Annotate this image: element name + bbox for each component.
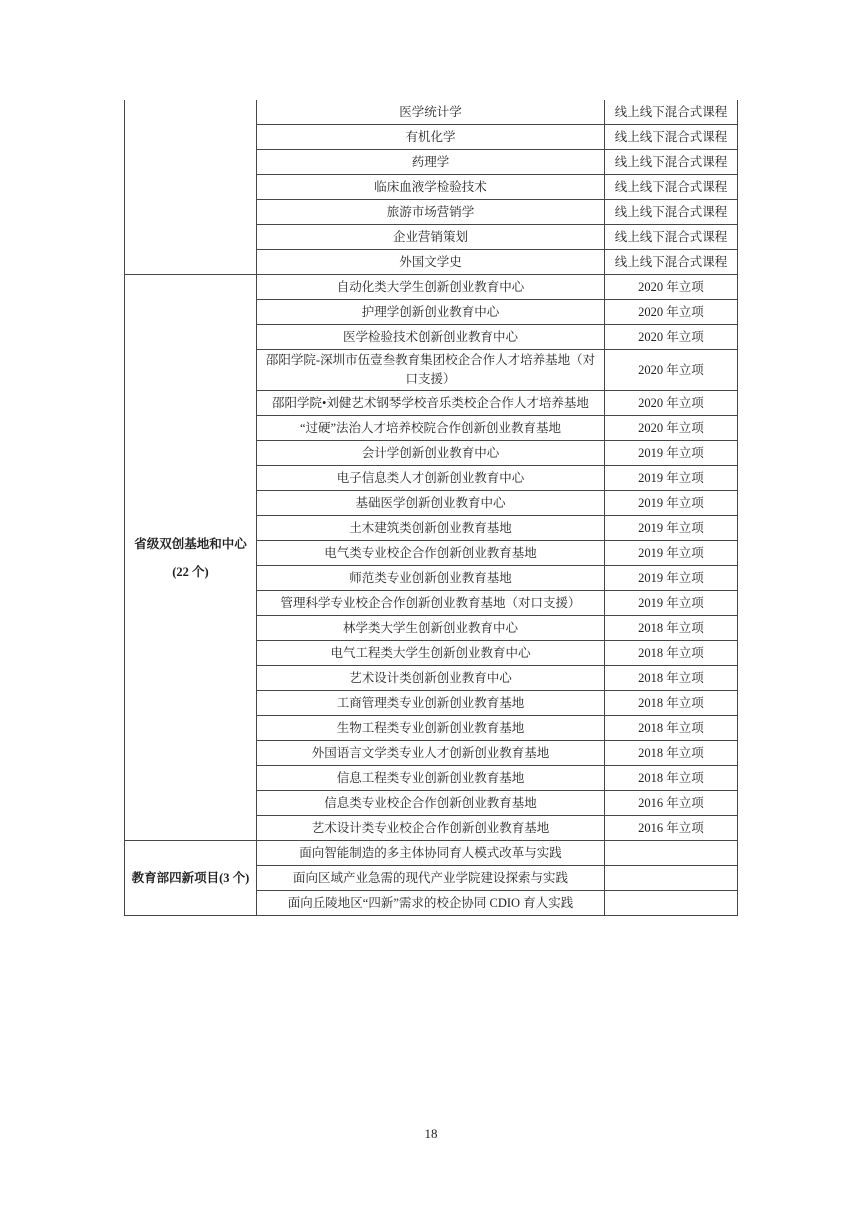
item-value-cell: 2019 年立项 (604, 466, 737, 490)
item-name-cell: 林学类大学生创新创业教育中心 (342, 620, 518, 635)
table-row (257, 225, 737, 250)
section-header-cell (125, 100, 257, 274)
item-value-cell: 线上线下混合式课程 (604, 200, 737, 224)
item-name-cell: 医学统计学 (399, 104, 462, 119)
item-value-cell: 2016 年立项 (604, 816, 737, 840)
item-name-cell: 企业营销策划 (392, 229, 468, 244)
item-value-cell (604, 841, 737, 865)
item-value-cell: 2019 年立项 (604, 541, 737, 565)
item-name-cell: 医学检验技术创新创业教育中心 (342, 329, 518, 344)
item-name-cell: 电气类专业校企合作创新创业教育基地 (324, 545, 537, 560)
item-value-cell: 2020 年立项 (604, 275, 737, 299)
table-row (257, 200, 737, 225)
table-section-2 (125, 275, 737, 841)
table-row (257, 541, 737, 566)
table-row (257, 516, 737, 541)
item-name-cell: 信息工程类专业创新创业教育基地 (336, 770, 525, 785)
item-name-cell: “过硬”法治人才培养校院合作创新创业教育基地 (299, 420, 562, 435)
item-value-cell: 线上线下混合式课程 (604, 100, 737, 124)
table-row (257, 566, 737, 591)
table-row (257, 125, 737, 150)
item-value-cell: 2020 年立项 (604, 391, 737, 415)
item-name-cell: 艺术设计类创新创业教育中心 (349, 670, 512, 685)
item-name-cell: 艺术设计类专业校企合作创新创业教育基地 (311, 820, 550, 835)
table-row (257, 691, 737, 716)
table-row (257, 350, 737, 391)
section-header-cell (125, 841, 257, 915)
item-value-cell: 线上线下混合式课程 (604, 175, 737, 199)
table-row (257, 466, 737, 491)
item-value-cell: 2018 年立项 (604, 691, 737, 715)
item-value-cell: 2018 年立项 (604, 716, 737, 740)
item-value-cell: 2019 年立项 (604, 591, 737, 615)
table-row (257, 441, 737, 466)
item-value-cell: 2018 年立项 (604, 666, 737, 690)
item-value-cell: 2019 年立项 (604, 566, 737, 590)
table-row (257, 150, 737, 175)
item-name-cell: 面向丘陵地区“四新”需求的校企协同 CDIO 育人实践 (287, 895, 574, 910)
item-name-cell: 邵阳学院•刘健艺术钢琴学校音乐类校企合作人才培养基地 (272, 395, 589, 410)
table-row (257, 325, 737, 350)
item-name-cell: 师范类专业创新创业教育基地 (349, 570, 512, 585)
item-value-cell: 2020 年立项 (604, 325, 737, 349)
item-name-cell: 外国文学史 (399, 254, 462, 269)
item-name-cell: 有机化学 (405, 129, 456, 144)
item-value-cell: 2018 年立项 (604, 766, 737, 790)
table-row (257, 666, 737, 691)
table-row (257, 391, 737, 416)
item-name-cell: 自动化类大学生创新创业教育中心 (336, 279, 525, 294)
item-name-cell: 信息类专业校企合作创新创业教育基地 (324, 795, 537, 810)
item-value-cell: 2019 年立项 (604, 491, 737, 515)
item-value-cell: 线上线下混合式课程 (604, 150, 737, 174)
table-section-3 (125, 841, 737, 916)
item-value-cell: 2020 年立项 (604, 416, 737, 440)
item-name-cell: 面向区域产业急需的现代产业学院建设探索与实践 (292, 870, 568, 885)
item-name-cell: 邵阳学院-深圳市伍壹叁教育集团校企合作人才培养基地（对口支援） (265, 353, 596, 386)
item-name-cell: 外国语言文学类专业人才创新创业教育基地 (311, 745, 550, 760)
item-value-cell: 2019 年立项 (604, 516, 737, 540)
section-rows (257, 275, 737, 840)
item-name-cell: 药理学 (411, 154, 450, 169)
item-name-cell: 临床血液学检验技术 (374, 179, 487, 194)
item-name-cell: 土木建筑类创新创业教育基地 (349, 520, 512, 535)
item-name-cell: 电气工程类大学生创新创业教育中心 (330, 645, 531, 660)
section-rows (257, 841, 737, 915)
table-row (257, 641, 737, 666)
table-row (257, 250, 737, 274)
item-value-cell (604, 866, 737, 890)
item-name-cell: 护理学创新创业教育中心 (361, 304, 500, 319)
table-row (257, 766, 737, 791)
table-row (257, 741, 737, 766)
table-row (257, 591, 737, 616)
item-name-cell: 生物工程类专业创新创业教育基地 (336, 720, 525, 735)
item-name-cell: 基础医学创新创业教育中心 (355, 495, 506, 510)
table-row (257, 891, 737, 915)
item-value-cell: 2018 年立项 (604, 616, 737, 640)
table-row (257, 841, 737, 866)
section-rows (257, 100, 737, 274)
table-row (257, 866, 737, 891)
table-row (257, 616, 737, 641)
table-row (257, 791, 737, 816)
table-row (257, 491, 737, 516)
section-header-text: (22 个) (172, 564, 209, 579)
projects-table (124, 100, 738, 916)
item-name-cell: 面向智能制造的多主体协同育人模式改革与实践 (299, 845, 562, 860)
table-row (257, 416, 737, 441)
item-value-cell (604, 891, 737, 915)
item-value-cell: 2019 年立项 (604, 441, 737, 465)
item-value-cell: 2020 年立项 (604, 350, 737, 390)
table-row (257, 275, 737, 300)
table-row (257, 100, 737, 125)
item-name-cell: 工商管理类专业创新创业教育基地 (336, 695, 525, 710)
table-row (257, 175, 737, 200)
item-name-cell: 电子信息类人才创新创业教育中心 (336, 470, 525, 485)
item-name-cell: 旅游市场营销学 (386, 204, 475, 219)
item-name-cell: 会计学创新创业教育中心 (361, 445, 500, 460)
item-value-cell: 线上线下混合式课程 (604, 225, 737, 249)
table-section-1 (125, 100, 737, 275)
table-row (257, 300, 737, 325)
item-value-cell: 2016 年立项 (604, 791, 737, 815)
table-row (257, 816, 737, 840)
table-row (257, 716, 737, 741)
item-value-cell: 2018 年立项 (604, 741, 737, 765)
item-value-cell: 线上线下混合式课程 (604, 125, 737, 149)
section-header-text: 省级双创基地和中心 (134, 536, 247, 551)
item-value-cell: 2018 年立项 (604, 641, 737, 665)
section-header-cell (125, 275, 257, 840)
section-header-text: 教育部四新项目(3 个) (131, 871, 250, 885)
page-number: 18 (424, 1126, 438, 1141)
item-value-cell: 线上线下混合式课程 (604, 250, 737, 274)
item-value-cell: 2020 年立项 (604, 300, 737, 324)
item-name-cell: 管理科学专业校企合作创新创业教育基地（对口支援） (280, 595, 581, 610)
